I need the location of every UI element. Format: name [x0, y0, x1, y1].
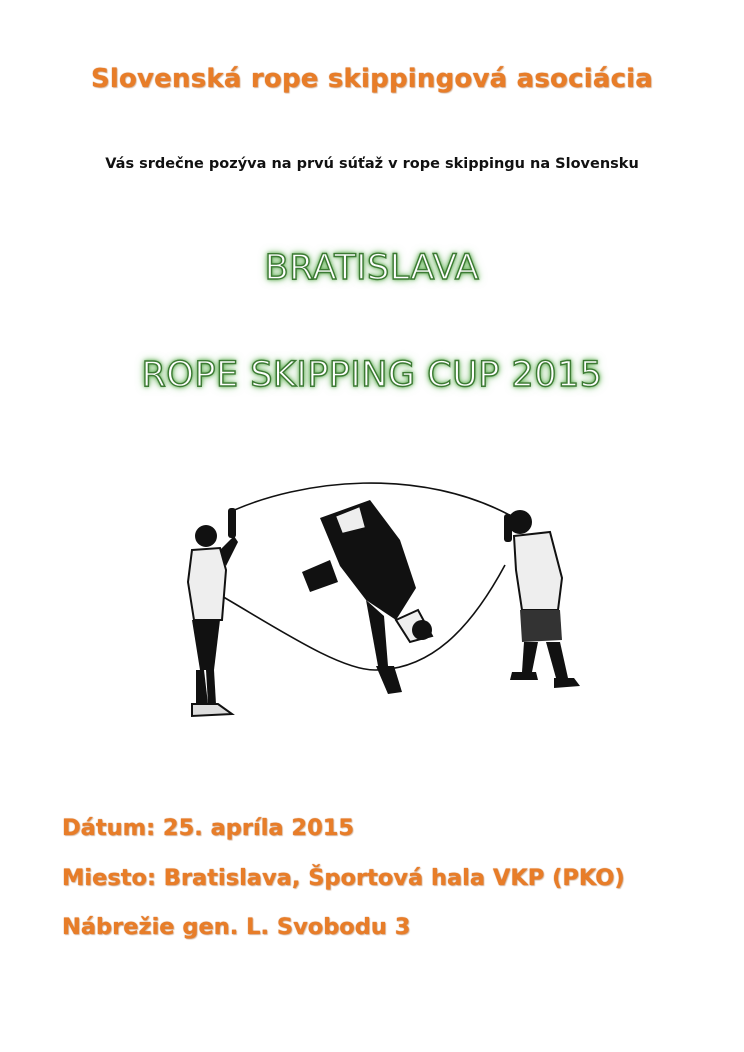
- event-venue: Miesto: Bratislava, Športová hala VKP (PKO): [62, 865, 625, 891]
- org-title: Slovenská rope skippingová asociácia: [90, 64, 654, 94]
- center-jumper-figure: [302, 500, 432, 694]
- event-address: Nábrežie gen. L. Svobodu 3: [62, 914, 411, 940]
- event-city-title: BRATISLAVA: [264, 248, 480, 288]
- event-name-title: ROPE SKIPPING CUP 2015: [141, 355, 603, 395]
- left-turner-figure: [188, 508, 238, 716]
- invitation-text: Vás srdečne pozýva na prvú súťaž v rope skippingu na Slovensku: [105, 156, 639, 172]
- rope-skipping-illustration: [170, 470, 590, 730]
- right-turner-figure: [504, 510, 580, 688]
- event-date: Dátum: 25. apríla 2015: [62, 815, 355, 841]
